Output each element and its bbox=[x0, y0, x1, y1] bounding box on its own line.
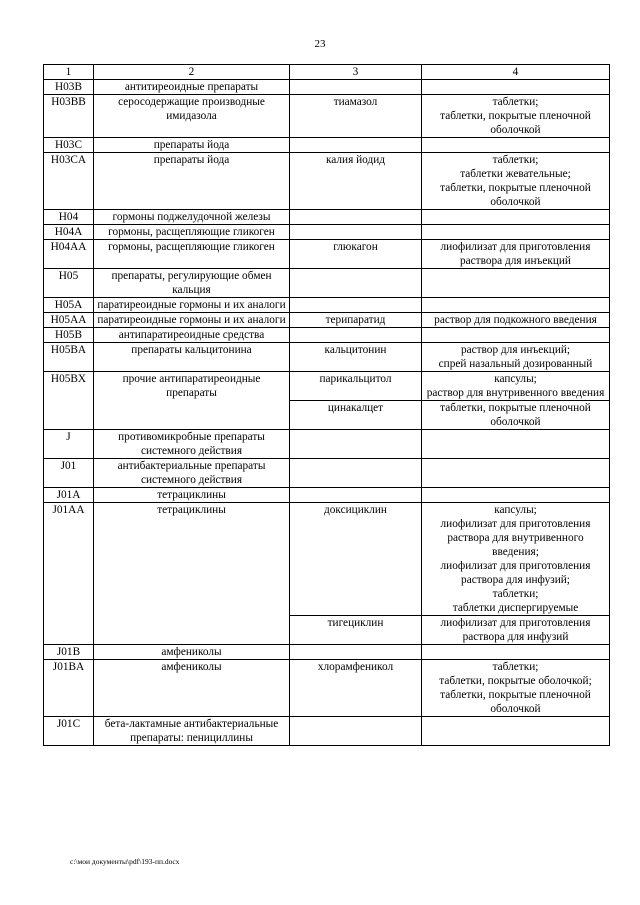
drug-name-cell bbox=[290, 328, 422, 343]
drug-name-cell: кальцитонин bbox=[290, 343, 422, 372]
drug-name-cell: глюкагон bbox=[290, 240, 422, 269]
drug-name-cell bbox=[290, 80, 422, 95]
drug-name-cell bbox=[290, 645, 422, 660]
dosage-form-cell: таблетки; таблетки, покрытые пленочной оболочкой bbox=[422, 95, 610, 138]
drug-name-cell bbox=[290, 430, 422, 459]
dosage-form-cell: таблетки; таблетки, покрытые оболочкой; таблетки, покрытые пленочной оболочкой bbox=[422, 660, 610, 717]
drug-name-cell: терипаратид bbox=[290, 313, 422, 328]
dosage-form-cell: таблетки; таблетки жевательные; таблетки, покрытые пленочной оболочкой bbox=[422, 153, 610, 210]
table-row bbox=[44, 328, 610, 343]
page-number: 23 bbox=[314, 38, 326, 50]
atc-code-cell: H04 bbox=[44, 210, 94, 225]
dosage-form-cell bbox=[422, 138, 610, 153]
atc-code-cell: H04AA bbox=[44, 240, 94, 269]
atc-code-cell: J01BA bbox=[44, 660, 94, 717]
drug-name-cell bbox=[290, 298, 422, 313]
dosage-form-cell bbox=[422, 488, 610, 503]
dosage-form-cell: лиофилизат для приготовления раствора для инфузий bbox=[422, 616, 610, 645]
table-row bbox=[44, 153, 610, 210]
atc-code-cell: J01AA bbox=[44, 503, 94, 645]
dosage-form-cell: таблетки, покрытые пленочной оболочкой bbox=[422, 401, 610, 430]
group-name-cell: серосодержащие производные имидазола bbox=[94, 95, 290, 138]
group-name-cell: прочие антипаратиреоидные препараты bbox=[94, 372, 290, 430]
dosage-form-cell bbox=[422, 225, 610, 240]
group-name-cell: препараты, регулирующие обмен кальция bbox=[94, 269, 290, 298]
table-header-row bbox=[44, 65, 610, 80]
table-row bbox=[44, 488, 610, 503]
table-row bbox=[44, 225, 610, 240]
table-row bbox=[44, 298, 610, 313]
drug-name-cell: доксициклин bbox=[290, 503, 422, 616]
group-name-cell: тетрациклины bbox=[94, 488, 290, 503]
drug-name-cell: цинакалцет bbox=[290, 401, 422, 430]
atc-code-cell: H05BA bbox=[44, 343, 94, 372]
dosage-form-cell bbox=[422, 80, 610, 95]
drug-name-cell bbox=[290, 210, 422, 225]
atc-code-cell: J01 bbox=[44, 459, 94, 488]
dosage-form-cell: капсулы; лиофилизат для приготовления раствора для внутривенного введения; лиофилизат для приготовления раствора для инфузий; таблетки; таблетки диспергируемые bbox=[422, 503, 610, 616]
atc-code-cell: H03B bbox=[44, 80, 94, 95]
group-name-cell: антипаратиреоидные средства bbox=[94, 328, 290, 343]
group-name-cell: амфениколы bbox=[94, 645, 290, 660]
drug-name-cell: тиамазол bbox=[290, 95, 422, 138]
dosage-form-cell bbox=[422, 459, 610, 488]
group-name-cell: препараты кальцитонина bbox=[94, 343, 290, 372]
table-row bbox=[44, 210, 610, 225]
table-row bbox=[44, 80, 610, 95]
drug-name-cell bbox=[290, 488, 422, 503]
atc-code-cell: J01B bbox=[44, 645, 94, 660]
table-row bbox=[44, 372, 610, 401]
column-number-3: 3 bbox=[290, 65, 422, 80]
table-row bbox=[44, 645, 610, 660]
atc-code-cell: H05AA bbox=[44, 313, 94, 328]
dosage-form-cell bbox=[422, 210, 610, 225]
column-number-1: 1 bbox=[44, 65, 94, 80]
group-name-cell: гормоны, расщепляющие гликоген bbox=[94, 240, 290, 269]
group-name-cell: тетрациклины bbox=[94, 503, 290, 645]
dosage-form-cell bbox=[422, 328, 610, 343]
atc-code-cell: H03BB bbox=[44, 95, 94, 138]
group-name-cell: паратиреоидные гормоны и их аналоги bbox=[94, 313, 290, 328]
dosage-form-cell bbox=[422, 298, 610, 313]
dosage-form-cell bbox=[422, 717, 610, 746]
table-row bbox=[44, 95, 610, 138]
table-row bbox=[44, 660, 610, 717]
group-name-cell: гормоны, расщепляющие гликоген bbox=[94, 225, 290, 240]
drug-name-cell bbox=[290, 459, 422, 488]
atc-code-cell: J bbox=[44, 430, 94, 459]
drug-name-cell bbox=[290, 269, 422, 298]
atc-code-cell: H03CA bbox=[44, 153, 94, 210]
group-name-cell: препараты йода bbox=[94, 138, 290, 153]
group-name-cell: препараты йода bbox=[94, 153, 290, 210]
atc-code-cell: J01A bbox=[44, 488, 94, 503]
dosage-form-cell: лиофилизат для приготовления раствора для инъекций bbox=[422, 240, 610, 269]
drug-name-cell: парикальцитол bbox=[290, 372, 422, 401]
group-name-cell: гормоны поджелудочной железы bbox=[94, 210, 290, 225]
table-row bbox=[44, 503, 610, 616]
table-row bbox=[44, 459, 610, 488]
drug-classification-table bbox=[43, 64, 610, 746]
dosage-form-cell bbox=[422, 430, 610, 459]
dosage-form-cell: раствор для подкожного введения bbox=[422, 313, 610, 328]
dosage-form-cell: капсулы; раствор для внутривенного введения bbox=[422, 372, 610, 401]
table-row bbox=[44, 343, 610, 372]
drug-name-cell bbox=[290, 138, 422, 153]
column-number-4: 4 bbox=[422, 65, 610, 80]
drug-name-cell bbox=[290, 717, 422, 746]
table-row bbox=[44, 430, 610, 459]
group-name-cell: паратиреоидные гормоны и их аналоги bbox=[94, 298, 290, 313]
drug-name-cell: тигециклин bbox=[290, 616, 422, 645]
dosage-form-cell bbox=[422, 645, 610, 660]
atc-code-cell: H05A bbox=[44, 298, 94, 313]
group-name-cell: бета-лактамные антибактериальные препараты: пенициллины bbox=[94, 717, 290, 746]
atc-code-cell: H05B bbox=[44, 328, 94, 343]
atc-code-cell: H05BX bbox=[44, 372, 94, 430]
atc-code-cell: H04A bbox=[44, 225, 94, 240]
footer-file-path: c:\мои документы\pdf\193-пп.docx bbox=[70, 857, 180, 866]
drug-name-cell: хлорамфеникол bbox=[290, 660, 422, 717]
atc-code-cell: H03C bbox=[44, 138, 94, 153]
atc-code-cell: H05 bbox=[44, 269, 94, 298]
table-row bbox=[44, 269, 610, 298]
column-number-2: 2 bbox=[94, 65, 290, 80]
group-name-cell: амфениколы bbox=[94, 660, 290, 717]
atc-code-cell: J01C bbox=[44, 717, 94, 746]
table-row bbox=[44, 313, 610, 328]
drug-name-cell: калия йодид bbox=[290, 153, 422, 210]
group-name-cell: противомикробные препараты системного действия bbox=[94, 430, 290, 459]
dosage-form-cell bbox=[422, 269, 610, 298]
table-row bbox=[44, 717, 610, 746]
drug-name-cell bbox=[290, 225, 422, 240]
table-row bbox=[44, 240, 610, 269]
group-name-cell: антибактериальные препараты системного действия bbox=[94, 459, 290, 488]
dosage-form-cell: раствор для инъекций; спрей назальный дозированный bbox=[422, 343, 610, 372]
group-name-cell: антитиреоидные препараты bbox=[94, 80, 290, 95]
table-row bbox=[44, 138, 610, 153]
